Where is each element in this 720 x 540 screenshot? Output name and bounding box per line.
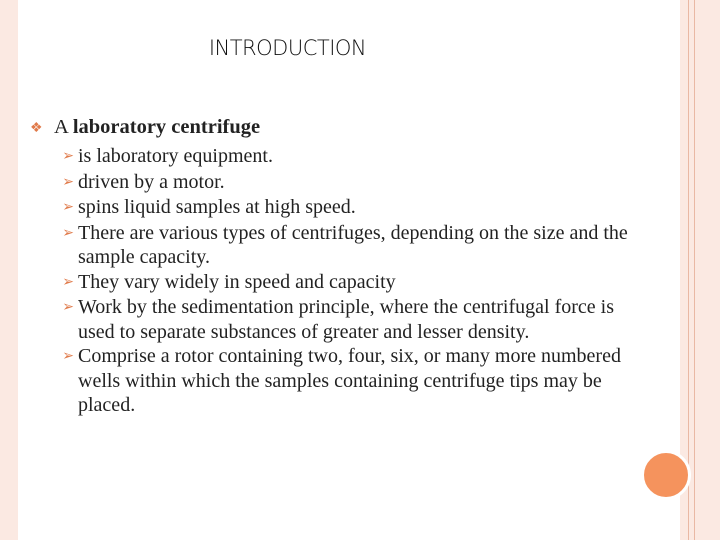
- vertical-rule: [694, 0, 695, 540]
- sub-bullet-text: Comprise a rotor containing two, four, six, or many more numbered wells within which the samples containing centrifuge tips may be placed.: [78, 345, 621, 416]
- arrow-bullet-icon: ➢: [62, 300, 74, 315]
- arrow-bullet-icon: ➢: [62, 274, 74, 290]
- vertical-rule: [688, 0, 689, 540]
- main-bullet-item: [30, 114, 640, 142]
- sub-bullet-item: [62, 144, 640, 170]
- arrow-bullet-icon: ➢: [62, 174, 74, 190]
- sub-bullet-list: [62, 144, 640, 418]
- arrow-bullet-icon: ➢: [62, 149, 74, 164]
- arrow-bullet-icon: ➢: [62, 225, 74, 241]
- sub-bullet-item: [62, 195, 640, 221]
- sub-bullet-item: [62, 221, 640, 270]
- arrow-bullet-icon: ➢: [62, 200, 74, 215]
- main-bullet-heading: laboratory centrifuge: [72, 116, 261, 138]
- sub-bullet-item: [62, 344, 640, 418]
- sub-bullet-text: There are various types of centrifuges, depending on the size and the sample capacity.: [78, 221, 628, 268]
- sub-bullet-text: spins liquid samples at high speed.: [78, 196, 356, 218]
- sub-bullet-text: driven by a motor.: [78, 170, 225, 193]
- slide-content: [30, 114, 640, 418]
- arrow-bullet-icon: ➢: [62, 349, 74, 364]
- main-bullet-prefix: A: [54, 116, 73, 138]
- open-box-bullet-icon: ❖: [30, 121, 43, 136]
- sub-bullet-item: [62, 270, 640, 296]
- sub-bullet-item: [62, 295, 640, 344]
- left-decorative-band: [0, 0, 18, 540]
- sub-bullet-item: [62, 170, 640, 196]
- main-bullet-text: [54, 114, 260, 140]
- sub-bullet-text: is laboratory equipment.: [78, 145, 273, 167]
- slide-title: INTRODUCTION: [208, 36, 367, 60]
- sub-bullet-text: Work by the sedimentation principle, where the centrifugal force is used to separate substances of greater and lesser density.: [78, 296, 614, 343]
- sub-bullet-text: They vary widely in speed and capacity: [78, 270, 396, 293]
- orange-circle-decoration: [641, 450, 691, 500]
